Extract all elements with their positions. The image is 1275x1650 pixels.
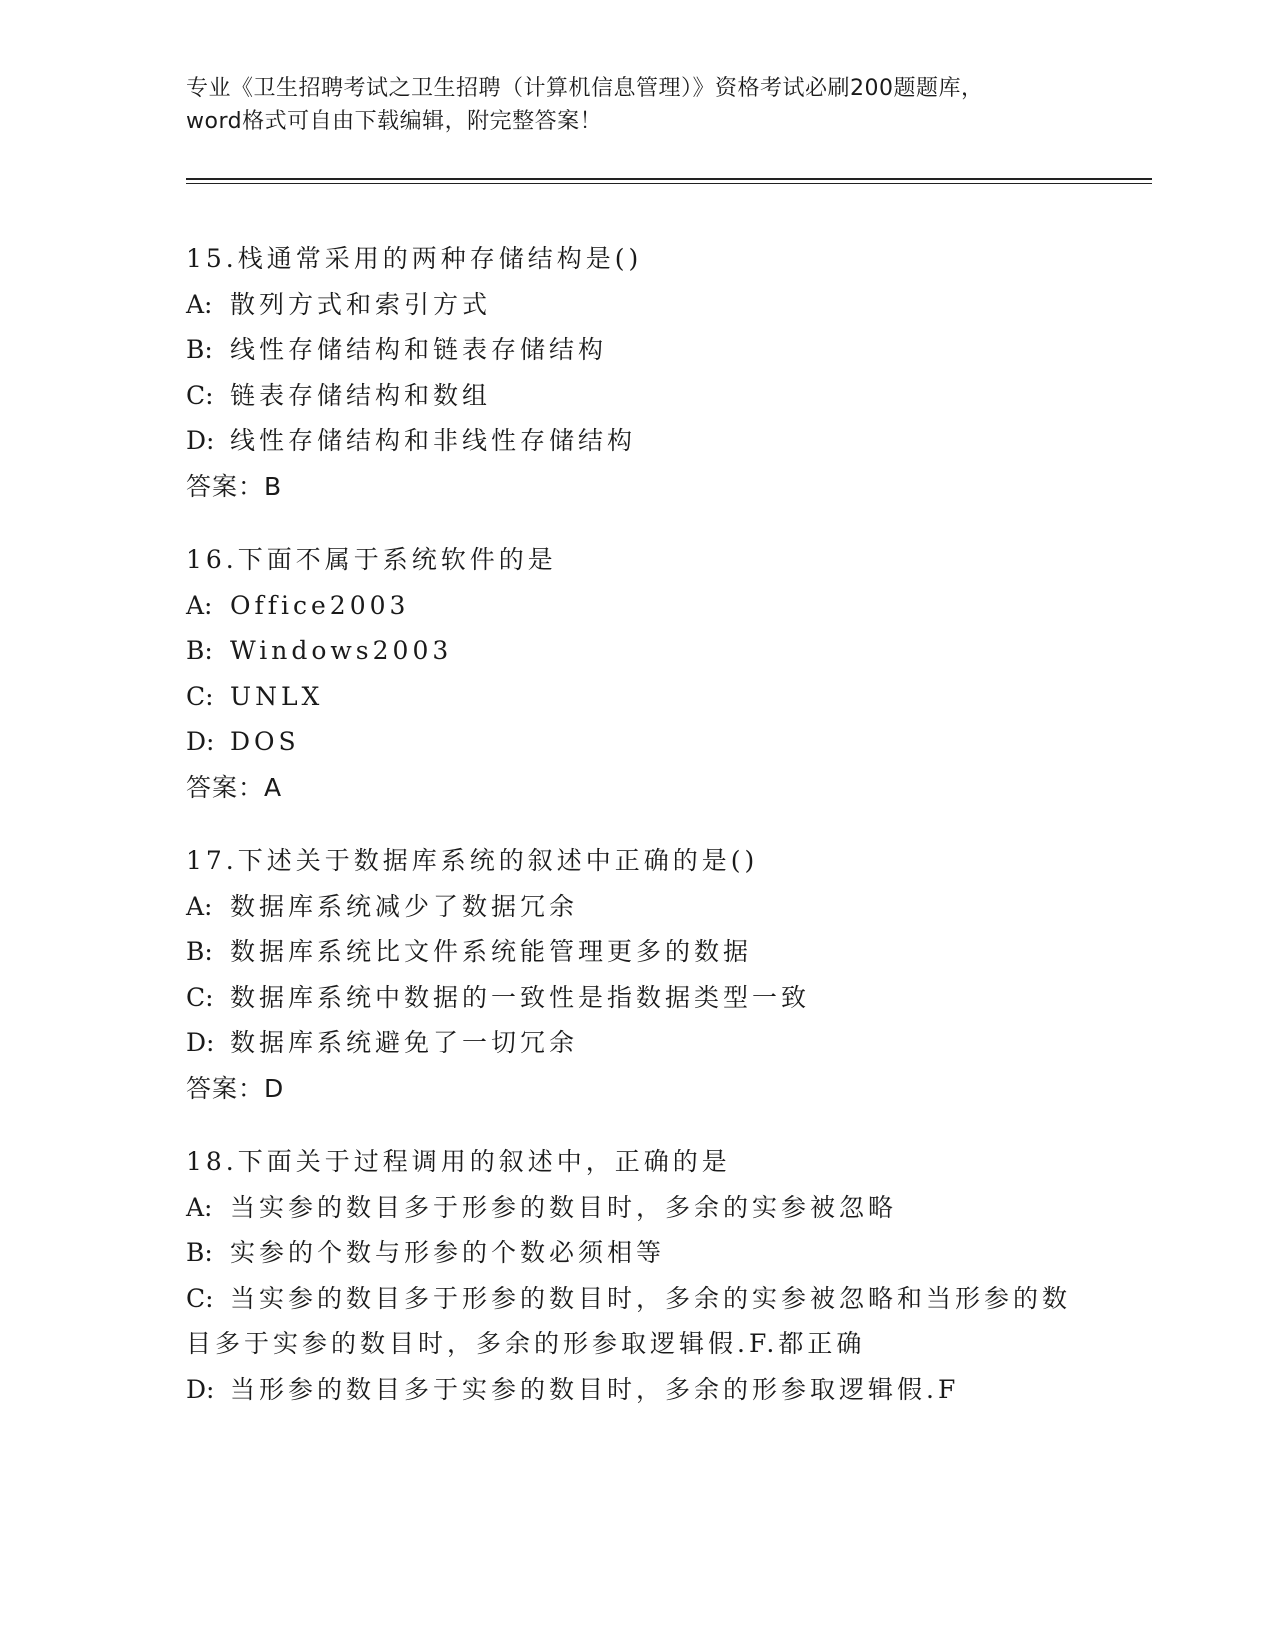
header-title-line-2: word格式可自由下载编辑，附完整答案！ — [186, 109, 603, 134]
option-a — [186, 583, 1146, 629]
option-d — [186, 418, 1146, 464]
option-b — [186, 628, 1146, 674]
question-stem: 16.下面不属于系统软件的是 — [186, 545, 557, 574]
option-b — [186, 327, 1146, 373]
option-text: 散列方式和索引方式 — [230, 289, 492, 319]
option-key: A: — [186, 289, 213, 319]
option-text: Windows2003 — [230, 636, 453, 665]
option-a — [186, 884, 1146, 930]
option-c-continuation: 目多于实参的数目时，多余的形参取逻辑假.F.都正确 — [186, 1329, 866, 1358]
question-list — [186, 236, 1146, 1440]
option-b — [186, 929, 1146, 975]
question-17 — [186, 838, 1146, 1111]
header-divider-thin — [186, 183, 1152, 184]
option-text: DOS — [230, 727, 300, 756]
option-c — [186, 674, 1146, 720]
option-key: A: — [186, 1192, 213, 1222]
option-key: D: — [186, 1374, 215, 1404]
option-key: C: — [186, 982, 214, 1012]
answer-line: 答案：B — [186, 471, 283, 501]
option-key: B: — [186, 636, 213, 665]
question-stem: 17.下述关于数据库系统的叙述中正确的是() — [186, 846, 759, 875]
option-text: 线性存储结构和非线性存储结构 — [230, 426, 637, 455]
question-stem: 15.栈通常采用的两种存储结构是() — [186, 244, 643, 273]
option-key: D: — [186, 426, 215, 455]
header-divider-thick — [186, 178, 1152, 180]
question-18 — [186, 1139, 1146, 1412]
option-d — [186, 719, 1146, 765]
option-text: 数据库系统减少了数据冗余 — [230, 891, 579, 921]
option-text: 当实参的数目多于形参的数目时，多余的实参被忽略 — [230, 1192, 898, 1222]
answer-line: 答案：D — [186, 1073, 285, 1103]
header-title-line-1: 专业《卫生招聘考试之卫生招聘（计算机信息管理）》资格考试必刷200题题库， — [186, 76, 984, 101]
option-text: 当形参的数目多于实参的数目时，多余的形参取逻辑假.F — [230, 1374, 960, 1404]
option-a — [186, 282, 1146, 328]
option-key: B: — [186, 335, 213, 364]
option-text: 实参的个数与形参的个数必须相等 — [230, 1238, 666, 1267]
option-key: B: — [186, 937, 213, 966]
option-c — [186, 975, 1146, 1021]
option-key: A: — [186, 590, 213, 620]
document-header — [186, 72, 1086, 138]
question-16 — [186, 537, 1146, 810]
option-c — [186, 1276, 1146, 1322]
option-text: 数据库系统避免了一切冗余 — [230, 1028, 579, 1057]
option-key: C: — [186, 681, 214, 711]
option-d — [186, 1367, 1146, 1413]
option-b — [186, 1230, 1146, 1276]
option-text: 线性存储结构和链表存储结构 — [230, 335, 608, 364]
option-key: A: — [186, 891, 213, 921]
question-15 — [186, 236, 1146, 509]
option-key: D: — [186, 1028, 215, 1057]
option-key: C: — [186, 1283, 214, 1313]
option-d — [186, 1020, 1146, 1066]
option-a — [186, 1185, 1146, 1231]
option-c — [186, 373, 1146, 419]
option-key: B: — [186, 1238, 213, 1267]
question-stem: 18.下面关于过程调用的叙述中，正确的是 — [186, 1147, 731, 1176]
option-text: 当实参的数目多于形参的数目时，多余的实参被忽略和当形参的数 — [230, 1283, 1072, 1313]
answer-line: 答案：A — [186, 772, 283, 802]
option-text: 链表存储结构和数组 — [230, 380, 492, 410]
option-text: 数据库系统中数据的一致性是指数据类型一致 — [230, 982, 811, 1012]
option-text: 数据库系统比文件系统能管理更多的数据 — [230, 937, 753, 966]
option-key: C: — [186, 380, 214, 410]
option-text: Office2003 — [230, 590, 410, 620]
option-key: D: — [186, 727, 215, 756]
option-text: UNLX — [230, 681, 324, 711]
